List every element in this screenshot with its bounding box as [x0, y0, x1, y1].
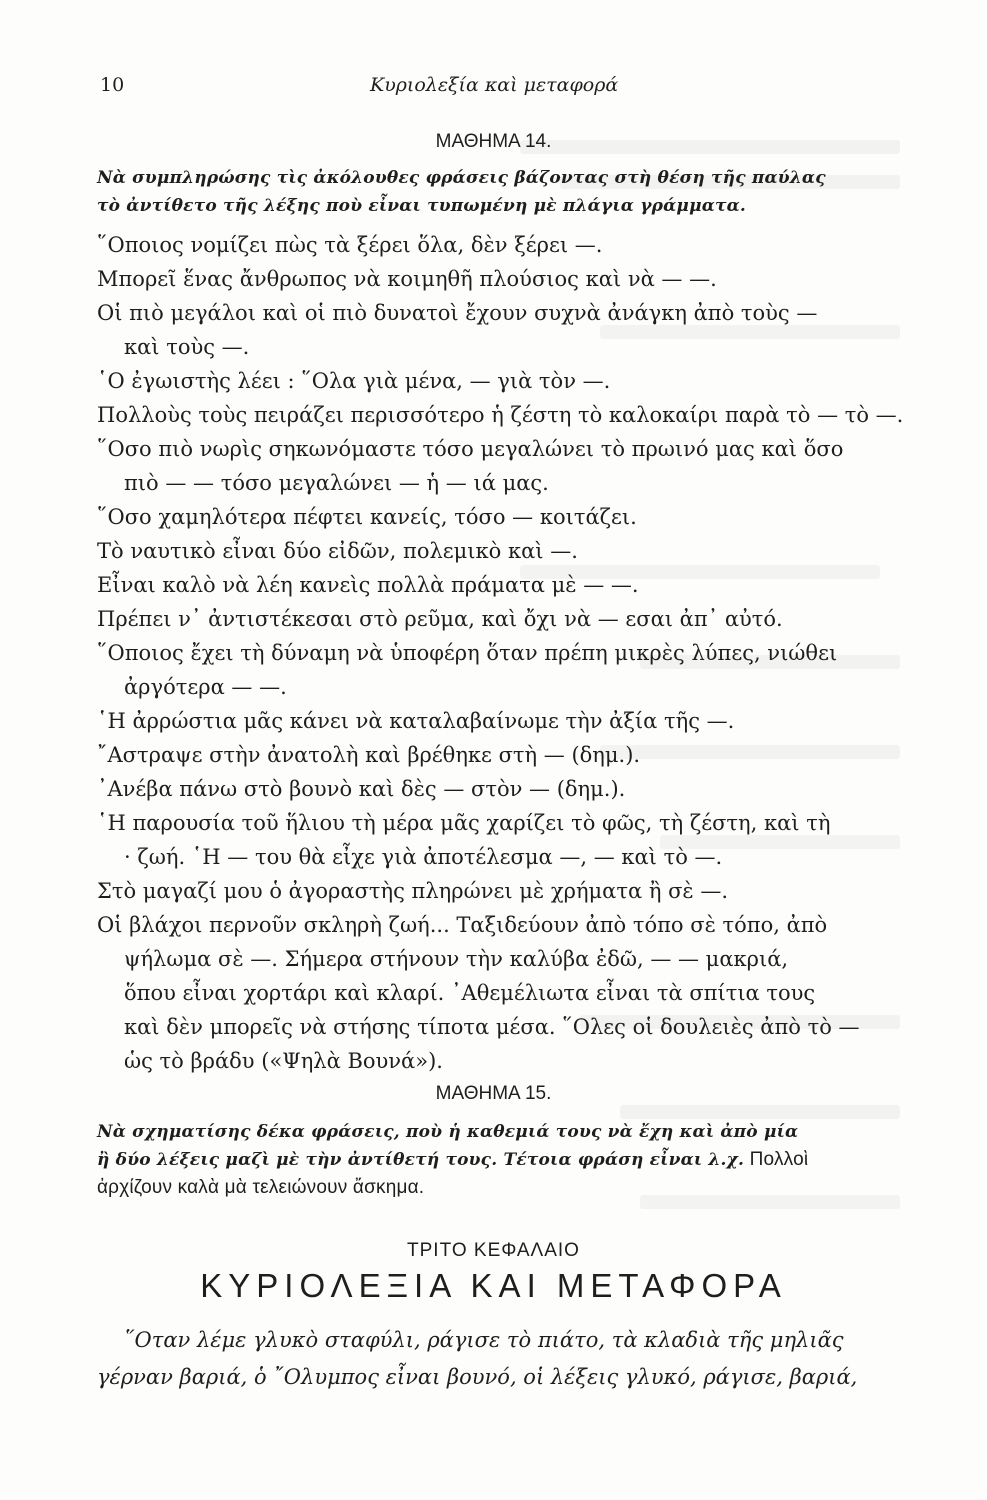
sentence-line: ῾Η ἀρρώστια μᾶς κάνει νὰ καταλαβαίνωμε τὴν ἀξία τῆς —.: [97, 709, 735, 733]
sentence-line: ῎Αστραψε στὴν ἀνατολὴ καὶ βρέθηκε στὴ — (δημ.).: [97, 743, 641, 767]
sentence-line: ψήλωμα σὲ —. Σήμερα στήνουν τὴν καλύβα ἐδῶ, — — μακριά,: [124, 947, 789, 971]
sentence-line: ᾿Ανέβα πάνω στὸ βουνὸ καὶ δὲς — στὸν — (δημ.).: [97, 777, 626, 801]
sentence-line: καὶ τοὺς —.: [124, 335, 250, 359]
sentence-line: Οἱ πιὸ μεγάλοι καὶ οἱ πιὸ δυνατοὶ ἔχουν συχνὰ ἀνάγκη ἀπὸ τοὺς —: [97, 301, 818, 325]
running-title: Κυριολεξία καὶ μεταφορά: [370, 74, 619, 96]
sentence-line: ῞Οσο χαμηλότερα πέφτει κανείς, τόσο — κοιτάζει.: [97, 505, 637, 529]
sentence-line: καὶ δὲν μπορεῖς νὰ στήσης τίποτα μέσα. ῞Ολες οἱ δουλειὲς ἀπὸ τὸ —: [124, 1015, 860, 1039]
lesson-15-instruction: [97, 1118, 905, 1202]
lesson-14-heading: ΜΑΘΗΜΑ 14.: [435, 131, 552, 152]
lesson-14-sentences: [97, 228, 907, 1078]
sentence-line: ἀργότερα — —.: [124, 675, 287, 699]
sentence-line: Εἶναι καλὸ νὰ λέη κανεὶς πολλὰ πράματα μὲ — —.: [97, 573, 639, 597]
body-line: γέρναν βαριά, ὁ ῎Ολυμπος εἶναι βουνό, οἱ λέξεις γλυκό, ράγισε, βαριά,: [97, 1365, 858, 1389]
sentence-line: Οἱ βλάχοι περνοῦν σκληρὴ ζωή... Ταξιδεύουν ἀπὸ τόπο σὲ τόπο, ἀπὸ: [97, 913, 828, 937]
sentence-line: ὡς τὸ βράδυ («Ψηλὰ Βουνά»).: [124, 1049, 443, 1073]
sentence-line: ῞Οποιος νομίζει πὼς τὰ ξέρει ὅλα, δὲν ξέρει —.: [97, 233, 603, 257]
instruction-line: Νὰ συμπληρώσης τὶς ἀκόλουθες φράσεις βάζοντας στὴ θέση τῆς παύλας: [97, 168, 826, 188]
sentence-line: ὅπου εἶναι χορτάρι καὶ κλαρί. ᾿Αθεμέλιωτα εἶναι τὰ σπίτια τους: [124, 981, 816, 1005]
sentence-line: Πρέπει ν᾿ ἀντιστέκεσαι στὸ ρεῦμα, καὶ ὄχι νὰ — εσαι ἀπ᾿ αὐτό.: [97, 607, 783, 631]
instruction-line: τὸ ἀντίθετο τῆς λέξης ποὺ εἶναι τυπωμένη μὲ πλάγια γράμματα.: [97, 196, 747, 216]
lesson-14-instruction: [97, 164, 905, 220]
sentence-line: Μπορεῖ ἕνας ἄνθρωπος νὰ κοιμηθῆ πλούσιος καὶ νὰ — —.: [97, 267, 717, 291]
instruction-text: ἢ δύο λέξεις μαζὶ μὲ τὴν ἀντίθετή τους. Τέτοια φράση εἶναι λ.χ.: [97, 1150, 745, 1170]
sentence-line: ῾Ο ἐγωιστὴς λέει : ῞Ολα γιὰ μένα, — γιὰ τὸν —.: [97, 369, 611, 393]
body-line: ῞Οταν λέμε γλυκὸ σταφύλι, ράγισε τὸ πιάτο, τὰ κλαδιὰ τῆς μηλιᾶς: [124, 1328, 844, 1352]
instruction-line: [97, 1146, 905, 1174]
lesson-15-heading: ΜΑΘΗΜΑ 15.: [435, 1083, 552, 1104]
chapter-body-text: [97, 1322, 907, 1396]
sentence-line: ῾Η παρουσία τοῦ ἥλιου τὴ μέρα μᾶς χαρίζει τὸ φῶς, τὴ ζέστη, καὶ τὴ: [97, 811, 831, 835]
sentence-line: Στὸ μαγαζί μου ὁ ἀγοραστὴς πληρώνει μὲ χρήματα ἢ σὲ —.: [97, 879, 729, 903]
instruction-line: Νὰ σχηματίσης δέκα φράσεις, ποὺ ἡ καθεμιά τους νὰ ἔχη καὶ ἀπὸ μία: [97, 1122, 799, 1142]
example-sentence-start: Πολλοὶ: [744, 1149, 809, 1170]
sentence-line: ῞Οσο πιὸ νωρὶς σηκωνόμαστε τόσο μεγαλώνει τὸ πρωινό μας καὶ ὅσο: [97, 437, 844, 461]
example-sentence-end: ἀρχίζουν καλὰ μὰ τελειώνουν ἄσκημα.: [97, 1177, 425, 1198]
chapter-label: ΤΡΙΤΟ ΚΕΦΑΛΑΙΟ: [407, 1240, 580, 1261]
sentence-line: Πολλοὺς τοὺς πειράζει περισσότερο ἡ ζέστη τὸ καλοκαίρι παρὰ τὸ — τὸ —.: [97, 403, 904, 427]
sentence-line: πιὸ — — τόσο μεγαλώνει — ἡ — ιά μας.: [124, 471, 549, 495]
sentence-line: Τὸ ναυτικὸ εἶναι δύο εἰδῶν, πολεμικὸ καὶ —.: [97, 539, 578, 563]
page-number: 10: [100, 74, 125, 96]
chapter-title: ΚΥΡΙΟΛΕΞΙΑ ΚΑΙ ΜΕΤΑΦΟΡΑ: [200, 1267, 787, 1304]
page-header: [100, 74, 900, 104]
sentence-line: · ζωή. ῾Η — του θὰ εἶχε γιὰ ἀποτέλεσμα —, — καὶ τὸ —.: [124, 845, 723, 869]
sentence-line: ῞Οποιος ἔχει τὴ δύναμη νὰ ὑποφέρη ὅταν πρέπη μικρὲς λύπες, νιώθει: [97, 641, 838, 665]
